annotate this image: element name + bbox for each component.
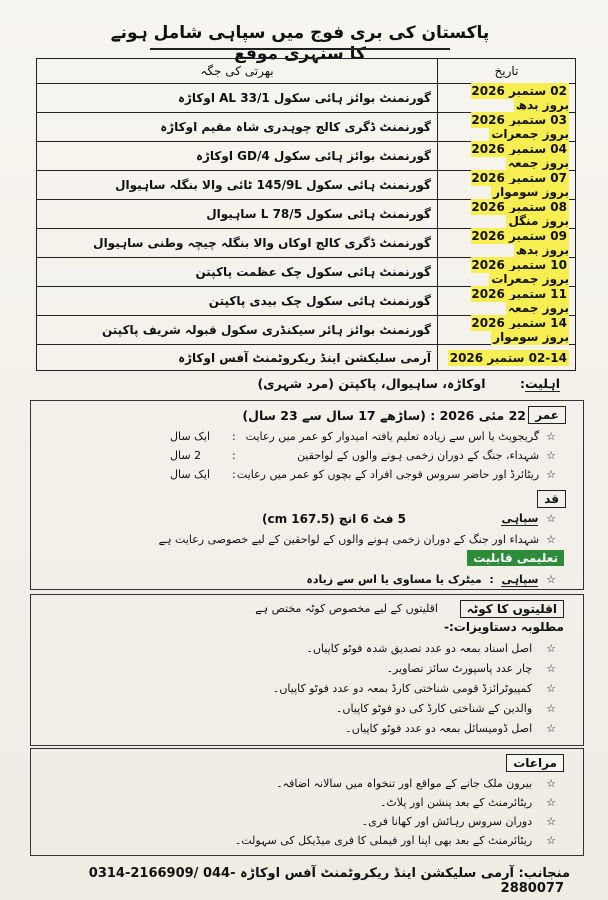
age-item-colon: : xyxy=(232,430,236,443)
age-item: ☆ ریٹائرڈ اور حاضر سروس فوجی افراد کے بچوں کو عمر میں رعایت xyxy=(236,468,556,481)
age-item-value: 2 سال xyxy=(170,449,202,462)
date-cell: 04 ستمبر 2026 بروز جمعہ xyxy=(471,142,569,170)
place-cell: گورنمنٹ ہائی سکول چک بیدی پاکپتن xyxy=(37,287,438,316)
eligibility-label: اہلیت xyxy=(524,376,560,391)
table-row xyxy=(37,84,576,113)
eligibility-line: اہلیت: اوکاڑہ، ساہیوال، پاکپتن (مرد شہری) xyxy=(257,376,560,391)
height-role: ☆ سپاہی xyxy=(501,512,556,525)
date-cell: 07 ستمبر 2026 بروز سوموار xyxy=(471,171,569,199)
document-item: ☆ اصل اسناد بمعہ دو عدد تصدیق شدہ فوٹو کاپیاں۔ xyxy=(306,642,556,655)
place-cell: گورنمنٹ بوائز ہائر سیکنڈری سکول قبولہ شریف پاکپتن xyxy=(37,316,438,345)
table-row xyxy=(37,113,576,142)
table-row xyxy=(37,345,576,371)
age-item-value: ایک سال xyxy=(170,468,211,481)
minority-text: اقلیتوں کے لیے مخصوص کوٹہ مختص ہے xyxy=(255,602,438,615)
place-cell: گورنمنٹ بوائز ہائی سکول 33/1 AL اوکاڑہ xyxy=(37,84,438,113)
age-item-colon: : xyxy=(232,449,236,462)
benefit-item: ☆ دوران سروس رہائش اور کھانا فری۔ xyxy=(361,815,556,828)
place-cell: گورنمنٹ ڈگری کالج چوہدری شاہ مقیم اوکاڑہ xyxy=(37,113,438,142)
benefit-item: ☆ ریٹائرمنٹ کے بعد بھی اپنا اور فیملی کا فری میڈیکل کی سہولت۔ xyxy=(234,834,556,847)
table-row xyxy=(37,142,576,171)
footer-office: آرمی سلیکشن اینڈ ریکروٹمنٹ آفس اوکاڑہ xyxy=(240,866,515,881)
date-cell: 02-14 ستمبر 2026 xyxy=(449,350,567,365)
footer-phones: 0314-2166909/ 044-2880077 xyxy=(88,866,564,896)
benefits-label: مراعات xyxy=(506,754,564,772)
date-cell: 10 ستمبر 2026 بروز جمعرات xyxy=(471,258,569,286)
document-item: ☆ اصل ڈومیسائل بمعہ دو عدد فوٹو کاپیاں۔ xyxy=(345,722,556,735)
height-note: ☆ شہداء اور جنگ کے دوران زخمی ہونے والوں کے لواحقین کے لیے خصوصی رعایت ہے xyxy=(158,533,556,546)
education-line: ☆ سپاہی : میٹرک یا مساوی یا اس سے زیادہ xyxy=(306,573,556,586)
documents-label: مطلوبہ دستاویزات:- xyxy=(443,620,564,634)
place-cell: گورنمنٹ ہائی سکول 145/9L ٹائی والا بنگلہ ساہیوال xyxy=(37,171,438,200)
age-range: (ساڑھے 17 سال سے 23 سال) xyxy=(242,408,426,423)
date-cell: 03 ستمبر 2026 بروز جمعرات xyxy=(471,113,569,141)
table-row xyxy=(37,229,576,258)
table-row xyxy=(37,200,576,229)
date-cell: 14 ستمبر 2026 بروز سوموار xyxy=(471,316,569,344)
date-cell: 11 ستمبر 2026 بروز جمعہ xyxy=(471,287,569,315)
schedule-table xyxy=(36,58,576,371)
place-cell: آرمی سلیکشن اینڈ ریکروٹمنٹ آفس اوکاڑہ xyxy=(37,345,438,371)
footer-label: منجانب: xyxy=(518,866,570,881)
place-cell: گورنمنٹ ڈگری کالج اوکاں والا بنگلہ چیچہ وطنی ساہیوال xyxy=(37,229,438,258)
minority-label: اقلیتوں کا کوٹہ xyxy=(460,600,564,618)
table-row xyxy=(37,171,576,200)
document-item: ☆ کمپیوٹرائزڈ قومی شناختی کارڈ بمعہ دو عدد فوٹو کاپیاں۔ xyxy=(272,682,556,695)
table-row xyxy=(37,287,576,316)
date-cell: 08 ستمبر 2026 بروز منگل xyxy=(471,200,569,228)
age-item-value: ایک سال xyxy=(170,430,211,443)
document-item: ☆ والدین کے شناختی کارڈ کی دو فوٹو کاپیاں۔ xyxy=(335,702,556,715)
place-cell: گورنمنٹ بوائز ہائی سکول 4/GD اوکاڑہ xyxy=(37,142,438,171)
document-item: ☆ چار عدد پاسپورٹ سائز تصاویر۔ xyxy=(386,662,556,675)
header-date: تاریخ xyxy=(438,59,576,84)
date-cell: 09 ستمبر 2026 بروز بدھ xyxy=(471,229,569,257)
age-date: 22 مئی 2026 xyxy=(439,408,526,423)
height-label: قد xyxy=(537,490,566,508)
footer xyxy=(40,866,570,896)
title-underline xyxy=(150,48,450,50)
age-item: ☆ شہداء، جنگ کے دوران زخمی ہونے والوں کے لواحقین xyxy=(297,449,556,462)
eligibility-value: اوکاڑہ، ساہیوال، پاکپتن (مرد شہری) xyxy=(257,376,486,391)
date-cell: 02 ستمبر 2026 بروز بدھ xyxy=(471,84,569,112)
age-item-colon: : xyxy=(232,468,236,481)
table-row xyxy=(37,316,576,345)
age-item: ☆ گریجویٹ یا اس سے زیادہ تعلیم یافتہ امیدوار کو عمر میں رعایت xyxy=(245,430,556,443)
height-value: 5 فٹ 6 انچ (167.5 cm) xyxy=(262,512,407,526)
page-title: پاکستان کی بری فوج میں سپاہی شامل ہونے کا سنہری موقع xyxy=(110,23,490,64)
benefit-item: ☆ ریٹائرمنٹ کے بعد پنشن اور پلاٹ۔ xyxy=(379,796,556,809)
place-cell: گورنمنٹ ہائی سکول 78/5 L ساہیوال xyxy=(37,200,438,229)
education-label: تعلیمی قابلیت xyxy=(467,550,564,566)
table-header-row xyxy=(37,59,576,84)
age-label: عمر xyxy=(528,406,566,424)
age-line: 22 مئی 2026 : (ساڑھے 17 سال سے 23 سال) xyxy=(242,408,526,423)
table-row xyxy=(37,258,576,287)
place-cell: گورنمنٹ ہائی سکول چک عظمت پاکپتن xyxy=(37,258,438,287)
benefit-item: ☆ بیرون ملک جانے کے مواقع اور تنخواہ میں سالانہ اضافہ۔ xyxy=(276,777,556,790)
header-place: بھرتی کی جگہ xyxy=(37,59,438,84)
